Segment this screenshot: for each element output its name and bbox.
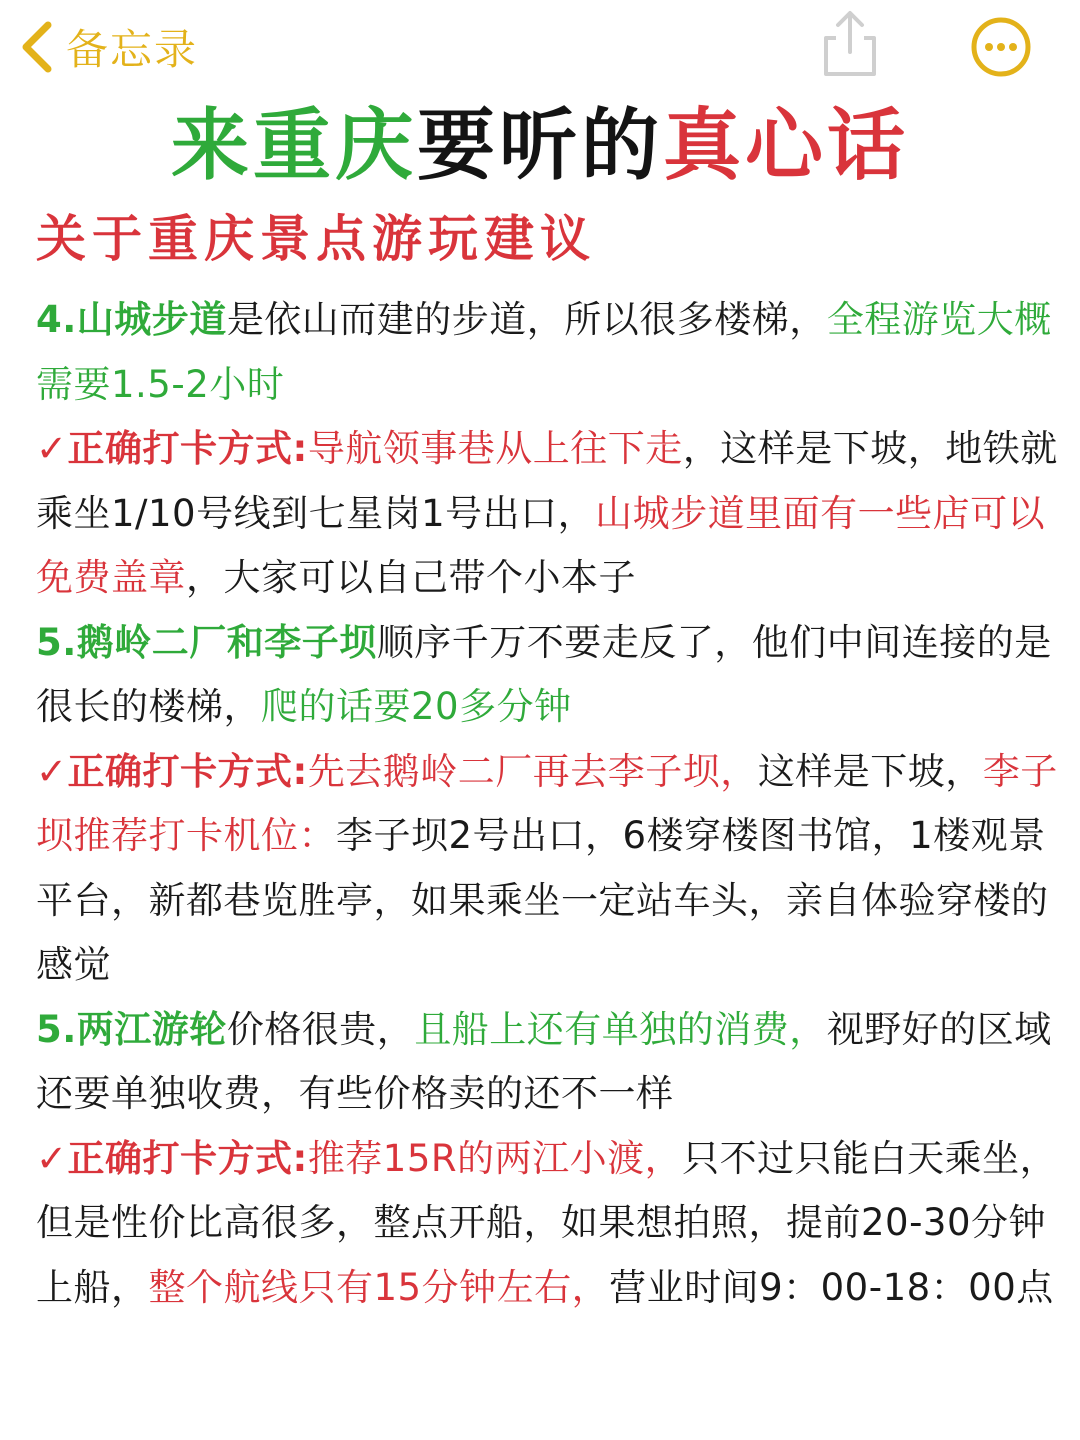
- back-button[interactable]: [20, 14, 198, 80]
- tip-highlight-2: 山城步道里面有一些店可以免费盖章: [36, 491, 1046, 599]
- item-highlight: 爬的话要20多分钟: [261, 685, 572, 728]
- share-button[interactable]: [818, 8, 882, 80]
- title-part-2: 要听的: [416, 101, 663, 191]
- item-desc: 顺序千万不要走反了，他们中间连接的是很长的楼梯，: [36, 620, 1052, 728]
- tip-highlight-1: 先去鹅岭二厂再去李子坝，: [307, 749, 758, 793]
- item-highlight: 且船上还有单独的消费，: [414, 1007, 827, 1051]
- back-label: 备忘录: [66, 25, 199, 74]
- page-title: [0, 98, 1080, 194]
- check-icon: ✓: [36, 427, 68, 470]
- chevron-left-icon: [20, 21, 54, 73]
- check-icon: ✓: [36, 749, 68, 793]
- item-highlight: 全程游览大概需要1.5-2小时: [36, 298, 1052, 406]
- tip-label: 正确打卡方式:: [67, 427, 308, 470]
- tip-label: 正确打卡方式:: [67, 749, 308, 793]
- tip-highlight-2: 李子坝推荐打卡机位：: [36, 749, 1058, 857]
- item-desc: 是依山而建的步道，所以很多楼梯，: [226, 298, 827, 341]
- item-eling-liziba: [36, 611, 1072, 740]
- more-button[interactable]: [970, 16, 1032, 78]
- item-heading: 5.鹅岭二厂和李子坝: [36, 620, 377, 664]
- tip-text-2: 李子坝2号出口，6楼穿楼图书馆，1楼观景平台，新都巷览胜亭，如果乘坐一定站车头，亲自体验穿楼的感觉: [36, 814, 1049, 986]
- share-icon: [818, 65, 882, 84]
- tip-highlight-2: 整个航线只有15分钟左右，: [148, 1265, 610, 1309]
- tip-text-1: 这样是下坡，: [757, 749, 983, 793]
- nav-bar: [0, 0, 1080, 96]
- tip-highlight-1: 导航领事巷从上往下走: [307, 427, 683, 470]
- item-mountain-trail: [36, 288, 1072, 417]
- item-heading: 4.山城步道: [36, 298, 227, 341]
- title-part-1: 来重庆: [170, 101, 417, 191]
- tip-mountain-trail: [36, 417, 1072, 611]
- more-dots-icon: [970, 63, 1032, 82]
- item-desc-2: 视野好的区域还要单独收费，有些价格卖的还不一样: [36, 1007, 1052, 1115]
- tip-text-1: ，这样是下坡，地铁就乘坐1/10号线到七星岗1号出口，: [36, 427, 1058, 535]
- title-part-3: 真心话: [663, 101, 910, 191]
- item-river-cruise: [36, 998, 1072, 1127]
- tip-eling-liziba: [36, 740, 1072, 998]
- item-desc: 价格很贵，: [226, 1007, 415, 1051]
- tip-river-cruise: [36, 1127, 1072, 1321]
- note-body: [36, 288, 1072, 1320]
- tip-text-2: 营业时间9：00-18：00点: [609, 1265, 1054, 1309]
- item-heading: 5.两江游轮: [36, 1007, 227, 1051]
- check-icon: ✓: [36, 1136, 68, 1180]
- tip-text-1: 只不过只能白天乘坐，但是性价比高很多，整点开船，如果想拍照，提前20-30分钟上船，: [36, 1136, 1058, 1309]
- tip-highlight-1: 推荐15R的两江小渡，: [307, 1136, 683, 1180]
- tip-label: 正确打卡方式:: [67, 1136, 308, 1180]
- subtitle: 关于重庆景点游玩建议: [36, 210, 596, 268]
- tip-text-2: ，大家可以自己带个小本子: [186, 556, 636, 599]
